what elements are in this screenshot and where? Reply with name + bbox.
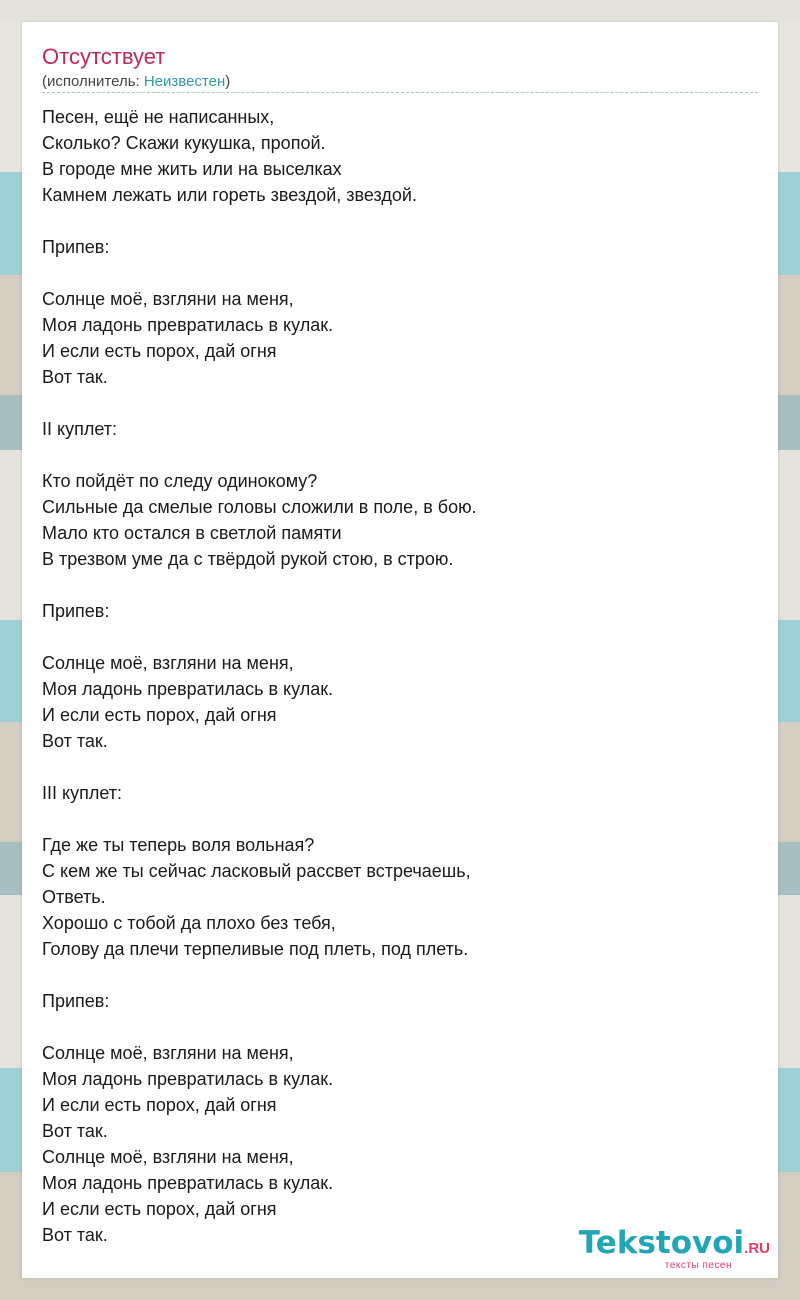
lyric-line: В городе мне жить или на выселках [42, 159, 342, 179]
lyric-line: Солнце моё, взгляни на меня, [42, 289, 294, 309]
lyric-line: Песен, ещё не написанных, [42, 107, 275, 127]
lyric-line: Голову да плечи терпеливые под плеть, под плеть. [42, 939, 469, 959]
lyric-line: Моя ладонь превратилась в кулак. [42, 1173, 334, 1193]
lyric-line [42, 754, 758, 780]
lyric-line: Мало кто остался в светлой памяти [42, 523, 342, 543]
lyric-line: И если есть порох, дай огня [42, 1199, 277, 1219]
lyric-line: Сколько? Скажи кукушка, пропой. [42, 133, 326, 153]
lyric-line [42, 572, 758, 598]
lyric-line: Моя ладонь превратилась в кулак. [42, 315, 334, 335]
lyric-line: Моя ладонь превратилась в кулак. [42, 679, 334, 699]
logo-wordmark: Tekstovoi [578, 1225, 745, 1261]
lyric-line: II куплет: [42, 419, 117, 439]
lyric-line: Припев: [42, 601, 110, 621]
lyric-line: Вот так. [42, 1121, 108, 1141]
performer-prefix: (исполнитель: [42, 73, 144, 90]
lyric-line [42, 806, 758, 832]
lyric-line [42, 260, 758, 286]
lyric-line [42, 962, 758, 988]
lyric-line [42, 624, 758, 650]
lyric-line [42, 1014, 758, 1040]
lyric-line: Припев: [42, 237, 110, 257]
lyric-line: Хорошо с тобой да плохо без тебя, [42, 913, 336, 933]
performer-line [42, 72, 230, 92]
lyric-line [42, 442, 758, 468]
lyric-line: Кто пойдёт по следу одинокому? [42, 471, 318, 491]
artist-link[interactable]: Неизвестен [143, 73, 226, 90]
performer-suffix: ) [225, 73, 231, 90]
lyric-line: Вот так. [42, 367, 108, 387]
lyrics-text [42, 104, 758, 1248]
lyric-line [42, 390, 758, 416]
lyric-line: Солнце моё, взгляни на меня, [42, 1043, 294, 1063]
lyric-line: Сильные да смелые головы сложили в поле, в бою. [42, 497, 477, 517]
lyric-line [42, 208, 758, 234]
logo-tagline: тексты песен [664, 1260, 732, 1271]
lyric-line: Моя ладонь превратилась в кулак. [42, 1069, 334, 1089]
lyric-line: Вот так. [42, 731, 108, 751]
lyric-line: И если есть порох, дай огня [42, 341, 277, 361]
lyric-line: С кем же ты сейчас ласковый рассвет встречаешь, [42, 861, 471, 881]
lyric-line: И если есть порох, дай огня [42, 705, 277, 725]
lyric-line: Солнце моё, взгляни на меня, [42, 1147, 294, 1167]
lyric-line: III куплет: [42, 783, 122, 803]
lyric-line: Камнем лежать или гореть звездой, звездой. [42, 185, 417, 205]
lyric-line: Солнце моё, взгляни на меня, [42, 653, 294, 673]
lyric-line: И если есть порох, дай огня [42, 1095, 277, 1115]
logo-domain: .RU [744, 1240, 770, 1257]
lyric-line: Вот так. [42, 1225, 108, 1245]
header-divider [42, 92, 758, 93]
site-logo[interactable] [579, 1226, 770, 1272]
lyric-line: Ответь. [42, 887, 106, 907]
song-title: Отсутствует [42, 44, 166, 69]
lyric-line: Где же ты теперь воля вольная? [42, 835, 315, 855]
lyric-line: В трезвом уме да с твёрдой рукой стою, в строю. [42, 549, 454, 569]
lyric-line: Припев: [42, 991, 110, 1011]
lyrics-card [22, 22, 778, 1278]
